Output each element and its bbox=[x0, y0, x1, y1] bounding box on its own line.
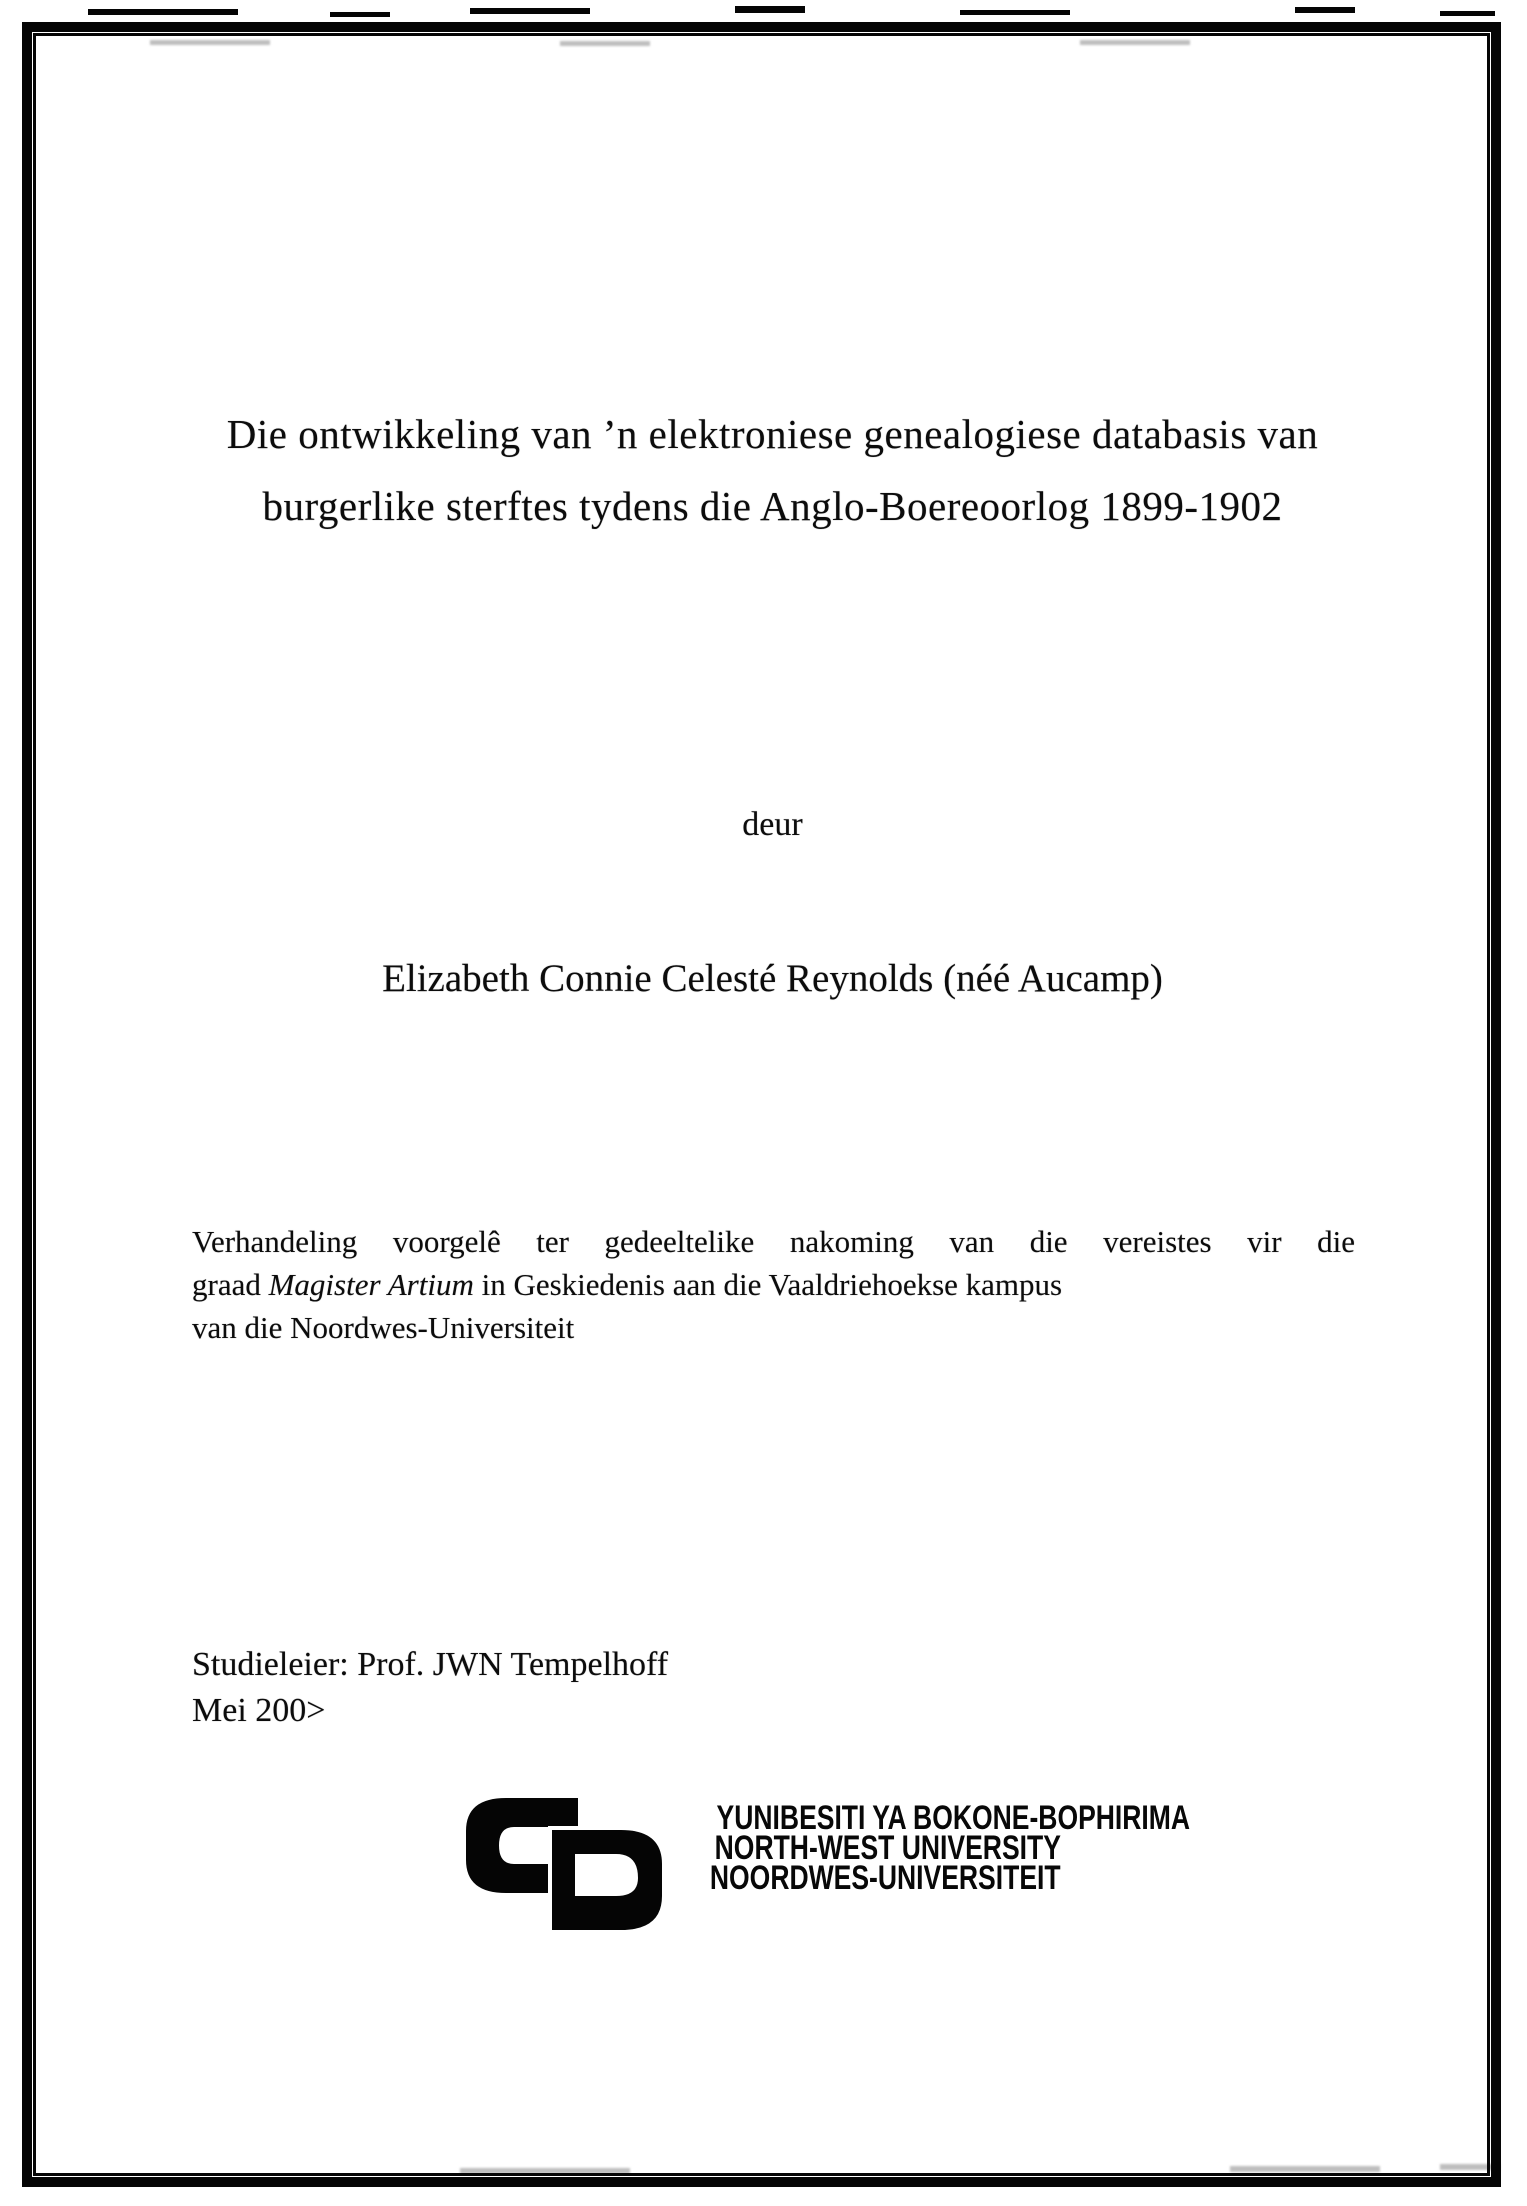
degree-statement-line3: van die Noordwes-Universiteit bbox=[192, 1310, 575, 1345]
scan-artifact bbox=[470, 8, 590, 14]
scan-artifact bbox=[1440, 11, 1495, 16]
degree-statement-line1: Verhandeling voorgelê ter gedeeltelike nakoming van die vereistes vir die bbox=[192, 1224, 1355, 1259]
scan-artifact bbox=[330, 12, 390, 17]
degree-statement-line2-post: in Geskiedenis aan die Vaaldriehoekse kampus bbox=[473, 1267, 1063, 1302]
degree-statement-line2-pre: graad bbox=[192, 1267, 269, 1302]
logo-text-line3 bbox=[583, 1859, 1061, 1897]
degree-statement bbox=[192, 1220, 1355, 1349]
author-name: Elizabeth Connie Celesté Reynolds (néé Aucamp) bbox=[382, 957, 1163, 1000]
supervisor-block bbox=[192, 1642, 992, 1734]
byline: deur bbox=[742, 806, 803, 843]
thesis-title-line2: burgerlike sterftes tydens die Anglo-Boereoorlog 1899-1902 bbox=[262, 483, 1283, 529]
scan-artifact bbox=[735, 6, 805, 13]
degree-statement-line2 bbox=[192, 1263, 1355, 1306]
scan-artifact bbox=[960, 10, 1070, 15]
scan-artifact bbox=[88, 9, 238, 15]
nwu-logo-text bbox=[583, 1799, 1191, 1897]
degree-name-italic: Magister Artium bbox=[268, 1267, 474, 1302]
thesis-title-line1: Die ontwikkeling van ’n elektroniese genealogiese databasis van bbox=[226, 411, 1319, 457]
logo-text-line1-inner: YUNIBESITI YA BOKONE-BOPHIRIMA bbox=[716, 1799, 1191, 1837]
logo-text-line3-inner: NOORDWES-UNIVERSITEIT bbox=[710, 1859, 1061, 1897]
logo-text-line2-inner: NORTH-WEST UNIVERSITY bbox=[714, 1829, 1061, 1867]
supervisor-line: Studieleier: Prof. JWN Tempelhoff bbox=[192, 1646, 669, 1683]
scan-artifact bbox=[1295, 7, 1355, 13]
date-line: Mei 200> bbox=[192, 1692, 326, 1729]
thesis-title bbox=[190, 398, 1355, 542]
